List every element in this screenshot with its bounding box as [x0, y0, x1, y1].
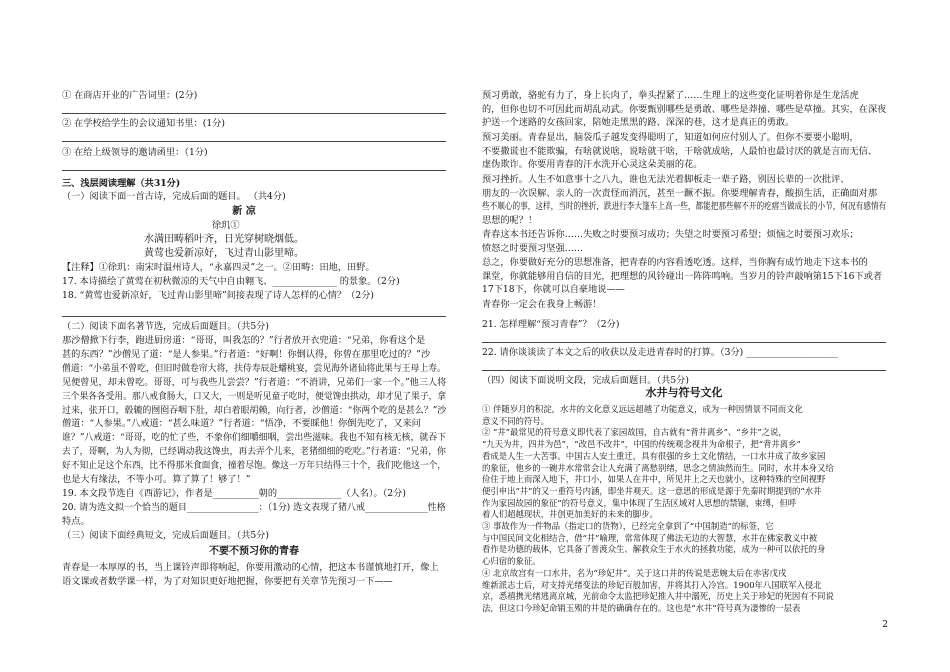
text-line: 也是大有缘法，不等小可。算了算了！够了！” — [62, 474, 251, 485]
text-line: 意义不同的符号。 — [482, 415, 549, 426]
text-line: 看作是功德的载体，它具备了普渡众生、解救众生于水火的拯救功能，成为一种可以依托的身 — [482, 544, 826, 555]
text-line: 青春你一定会在我身上畅游！ — [482, 299, 602, 310]
poem-author: 徐玑① — [212, 220, 240, 231]
text-line: 去了，哥啊，为人为彻，已经调动我这馋虫，再去弄个儿来，老猪细细的吃吃。”行者道：“兄弟，你 — [62, 446, 446, 458]
text-line: 着人们超越现状，井创更加美好的未来的脚步。 — [482, 509, 658, 520]
text-line: 17下18下，你就可以自豪地说—— — [482, 284, 625, 296]
page-number: 2 — [882, 620, 888, 630]
essay-paragraph: 青春是一本厚厚的书，当上课铃声即将响起，你要用激动的心情，把这本书谨慎地打开，像上 — [62, 562, 439, 573]
text-line: 青春这本书还告诉你……失败之时要预习成功；失望之时要预习希望；烦恼之时要预习欢乐； — [482, 229, 859, 240]
text-line: ① 伴随岁月的积淀，水井的文化意义远远超越了功能意义，成为一种因情景不同而文化 — [482, 404, 803, 414]
answer-line[interactable] — [482, 342, 886, 343]
text-line: 过来，张开口，毂辘的囫囵吞咽下肚，却白着眼胡赖，向行者，沙僧道：“你两个吃的是甚么？”沙 — [62, 404, 447, 416]
text-line: 心归宿的象征。 — [482, 556, 541, 567]
text-line: 好不知止足这个东西，比不得那米食面食，撞着尽饱。像这一万年只结得三十个，我们吃他这一个， — [62, 460, 447, 472]
question-19: 19. 本文段节选自《西游记》，作者是__________朝的______________（人名）。（2分) — [62, 488, 406, 499]
text-line: 的，但你也切不可因此而胡乱动武。你要甄别哪些是勇敢、哪些是莽撞、哪些是草撞。其实，在深夜 — [482, 103, 887, 115]
text-line: 的象征，他乡的一碗井水常常会让人充满了离愁别绪，思念之情油然而生。同时，水井本身又给 — [482, 462, 834, 473]
question-20: 20. 请为选文拟一个恰当的题目________________：（1分) 选文表现了猪八戒______________性格 — [62, 502, 446, 513]
text-line: 预习勇敢，骆驼有力了，身上长肉了，拳头捏紧了……生理上的这些变化证明着你是生龙活虎 — [482, 90, 859, 101]
section-3-title: 三、浅层阅读理解（共31分) — [62, 178, 181, 189]
text-line: 护送一个迷路的女孩回家，陪她走黑黑的路、深深的巷，这才是真正的勇敢。 — [482, 117, 795, 129]
text-line: 俭住于地上而深入地下，井口小，如果人在井中，所见井上之天也就小，这种特殊的空间视野 — [482, 474, 826, 485]
answer-line[interactable] — [482, 370, 886, 371]
text-line: 预习挫折。人生不如意事十之八九，谁也无法光着脚板走一辈子路，别因长辈的一次批评、 — [482, 174, 850, 185]
text-line: ③ 事故作为一件物品（指定口的货物），已经完全拿到了“中国制造”的标签，它 — [482, 521, 774, 531]
part-2-intro: （二）阅读下面名著节选，完成后面题目。（共5分) — [62, 321, 269, 332]
part-1-intro: （一）阅读下面一首古诗，完成后面的题目。 （共4分) — [62, 191, 286, 202]
text-line: 总之，你要做好充分的思想准备，把青春的内容看透吃透。这样，当你胸有成竹地走下这本书的 — [482, 257, 868, 268]
text-line: 与中国民间文化相结合，借“井”喻理，常常体现了佛法无边的大智慧，水井在佛家教义中被 — [482, 532, 818, 543]
part-3-intro: （三）阅读下面经典短文，完成后面题目。（共5分) — [62, 530, 269, 541]
text-line: 僧道：“小弟虽不曾吃，但旧时做卷帘大将，扶侍寿辰赴蟠桃宴，尝见海外诸仙将此果与王母上寿。 — [62, 362, 446, 374]
question-21: 21. 怎样理解“预习青春”？（2分) — [482, 319, 620, 330]
text-line: 预习美丽。青春显出，脑袋瓜子越发变得聪明了，知道如何应付别人了。但你不要要小聪明， — [482, 132, 859, 143]
text-line: 不要撒谎也不能欺骗，有啥就说啥，说啥就干啥，干啥就成啥，人最怕也最讨厌的就是言而无信、 — [482, 145, 878, 157]
text-line: 看成是人生一大苦事。中国古人安土重迁，具有很强的乡土文化情结，一口水井成了故乡家园 — [482, 450, 826, 461]
text-line: 课堂，你就能够用自信的目光，把理想的风铃碰出一阵阵鸣响。当岁月的铃声敲响第15下16下或者 — [482, 270, 883, 282]
text-line: “九天为井，四井为邑”，“改邑不改井”，中国的传统观念视井为命根子，把“背井离乡” — [482, 439, 801, 450]
answer-line[interactable] — [62, 141, 446, 142]
text-line: 那沙僧掀下行李，跑进厨房道：“哥哥，叫我怎的？”行者放开衣兜道：“兄弟，你看这个是 — [62, 335, 426, 346]
question-20-cont: 特点。 — [62, 516, 90, 527]
article-title: 水井与符号文化 — [645, 386, 723, 399]
text-line: 法，但这口今珍妃命销玉殒的井是的确确存在的。这也是“水井”符号真为凄惨的一层表 — [482, 602, 801, 613]
text-line: 虚伪欺诈。你要用青春的汗水洗开心灵这朵美丽的花。 — [482, 159, 703, 171]
question-17: 17. 本诗描绘了黄莺在初秋微凉的天气中自由翱飞、______________ 的景象。（2分) — [62, 276, 400, 287]
text-line: 三个果各各受用。那八戒食肠大，口又大，一则是听见童子吃时，便觉馋虫拱动，却才见了果子，拿 — [62, 390, 447, 402]
answer-line[interactable] — [62, 316, 446, 317]
text-line: 朋友的一次误解、亲人的一次责怪而消沉，甚至一蹶不振。你要理解青春，酸损生活，正确面对那 — [482, 187, 878, 199]
text-line: 思想的呢？！ — [482, 215, 538, 227]
question-18: 18. “黄莺也爱新凉好，飞过青山影里啼”间接表现了诗人怎样的心情？（2分) — [62, 290, 374, 301]
text-line: 僧道：“人参果。”八戒道：“甚么味道？”行者道：“悟净，不要睬他！你倒先吃了，又来问 — [62, 418, 421, 430]
text-line: 作为家园故园的象征”的符号意义，集中体现了生活区域对人思想的禁锢，束缚，但呼 — [482, 497, 797, 508]
poem-line: 黄莺也爱新凉好，飞过青山影里啼。 — [144, 248, 304, 259]
question-22: 22. 请你谈谈读了本文之后的收获以及走进青春时的打算。（3分) ____________________ — [482, 347, 839, 358]
text-line: ④ 北京故宫有一口水井，名为“珍妃井”。关于这口井的传说是悲婉太后在赤害戊戌 — [482, 567, 787, 578]
poem-note: 【注释】①徐玑：南宋时温州诗人，“永嘉四灵”之一。②田畴：田地，田野。 — [62, 262, 375, 273]
essay-title: 不要不预习你的青春 — [209, 546, 299, 557]
essay-paragraph: 语文课或者数学课一样，为了对知识更好地把握，你要把有关章节先预习一下—— — [62, 576, 393, 587]
question-invite: ③ 在给上级领导的邀请函里：（1分) — [62, 147, 208, 158]
answer-line[interactable] — [62, 170, 446, 171]
question-ad: ① 在商店开业的广告词里：(2分) — [62, 90, 198, 101]
text-line: 愤怒之时要预习坚强…… — [482, 242, 584, 254]
poem-title: 新 凉 — [232, 206, 256, 217]
answer-line[interactable] — [62, 113, 446, 114]
text-line: 见便曾见，却未曾吃。哥哥，可与我些儿尝尝？”行者道：“不消讲，兄弟们一家一个。”他三人将 — [62, 376, 447, 388]
text-line: 甚的东西？”沙僧见了道：“是人参果。”行者道：“好啊！你倒认得，你曾在那里吃过的？”沙 — [62, 348, 431, 360]
part-4-intro: （四）阅读下面说明文段，完成后面题目。（共5分) — [482, 375, 689, 386]
text-line: 谁？”八戒道：“哥哥，吃的忙了些，不象你们细嚼细咽，尝出些滋味。我也不知有核无核，就吞下 — [62, 432, 447, 444]
poem-line: 水满田畴稻叶齐，日光穿树晓烟低。 — [144, 234, 304, 245]
question-notice: ② 在学校给学生的会议通知书里：(1分) — [62, 118, 225, 129]
text-line: 便引申出“井”的又一重符号内涵，即坐井观天。这一意思的形成是源于先秦时期提到的“水井 — [482, 485, 822, 496]
text-line: 些不顺心的事，这样，当时的挫折，跌进行李大篷车上高一些，都能把那些解不开的疙瘩当做成长的小节，何况有感情有 — [482, 201, 887, 213]
text-line: 京，悉禧携光绪逃离京城，光前命令太监把珍妃推入井中溺死，历史上关于珍妃的死因有不同说 — [482, 591, 834, 602]
text-line: 维新派志士后，对支持光绪变法的珍妃百般加害，并将其打入冷宫。1900年八国联军入侵北 — [482, 579, 822, 590]
text-line: ② “井”最常见的符号意义即代表了家园故国，自古就有“背井离乡”、“乡井”之说， — [482, 427, 787, 438]
